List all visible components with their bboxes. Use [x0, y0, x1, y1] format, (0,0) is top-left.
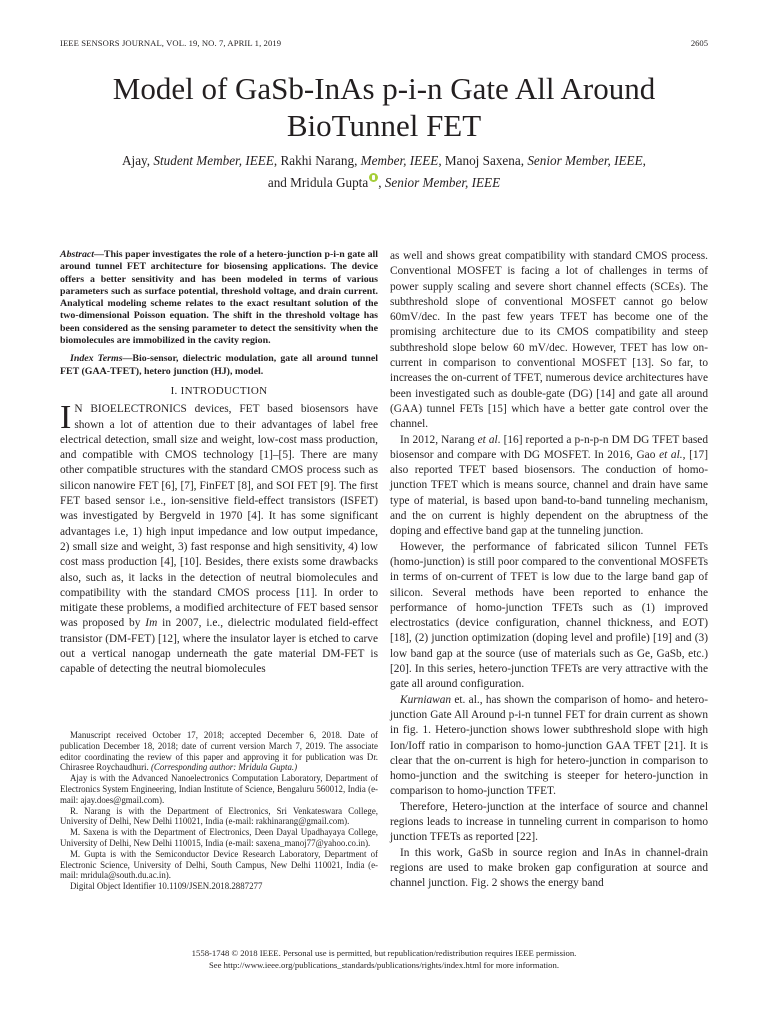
copyright-line: 1558-1748 © 2018 IEEE. Personal use is permitted, but republication/redistribution requires IEEE permission.: [191, 948, 577, 958]
footnote-gupta: M. Gupta is with the Semiconductor Device Research Laboratory, Department of Electronic Science, University of Delhi, South Campus, New Delhi 110021, India (e-mail: mridula@south.du.ac.in).: [60, 848, 378, 881]
author-im: Im: [145, 617, 158, 630]
author-role: Senior Member, IEEE: [527, 153, 643, 168]
running-header: IEEE SENSORS JOURNAL, VOL. 19, NO. 7, APRIL 1, 2019: [60, 38, 282, 48]
index-terms-label: Index Terms: [70, 353, 123, 365]
author-role: Student Member, IEEE: [153, 153, 274, 168]
section-initial: I: [180, 384, 185, 397]
author-saxena: , Manoj Saxena,: [438, 153, 525, 168]
drop-cap: I: [60, 399, 72, 437]
author-kurniawan: Kurniawan: [400, 693, 452, 706]
copyright-footer: [60, 948, 708, 971]
corresponding-author: (Corresponding author: Mridula Gupta.): [150, 762, 298, 773]
footnote-manuscript: [60, 730, 378, 773]
intro-paragraph: [60, 399, 378, 677]
right-paragraph-3: However, the performance of fabricated silicon Tunnel FETs (homo-junction) is still poor compared to the conventional MOSFETs in terms of on-current of TFET is low due to the large band gap of silicon. Several methods have been reported to enhance the performance of homo-junction TFETs such as (1) improved electrostatics (device configuration, channel thickness, and EOT) [18], (2) junction optimization (doping level and profile) [19] and (3) low band gap at the source (use of materials such as Ge, GaSb, etc.) [20]. In this series, hetero-junction TFETs are very attractive with the gate all around configuration.: [390, 540, 708, 691]
intro-text-2: in 2007, i.e., dielectric modulated field-effect transistor (DM-FET) [12], where the insulator layer is etched to carve out a vertical nanogap underneath the gate material DM-FET is capable of detecting the neutral biomolecules: [60, 617, 378, 676]
abstract-text: This paper investigates the role of a hetero-junction p-i-n gate all around tunnel FET architecture for biosensing applications. The device offers a better sensitivity and has been modeled in terms of various parameters such as surface potential, threshold voltage, and drain current. Analytical modeling scheme relates to the exact resultant solution of the two-dimensional Poisson equation. The shift in the threshold voltage has been considered as the sensing parameter to detect the sensitivity when the biomolecules are immobilized in the cavity region.: [60, 249, 378, 347]
section-title-rest: NTRODUCTION: [184, 384, 268, 397]
doi: Digital Object Identifier 10.1109/JSEN.2018.2887277: [70, 881, 263, 892]
right-paragraph-6: In this work, GaSb in source region and InAs in channel-drain regions are used to make broken gap configuration at source and channel junction. Fig. 2 shows the energy band: [390, 846, 708, 890]
author-gupta: and Mridula Gupta: [267, 175, 369, 190]
et-al: et al: [477, 433, 498, 446]
rights-url-line[interactable]: See http://www.ieee.org/publications_standards/publications/rights/index.html for more information.: [208, 959, 560, 970]
author-list: Ajay, Student Member, IEEE, Rakhi Narang, Member, IEEE, Manoj Saxena, Senior Member, IEEE, and Mridula Gupta , Senior Member, IEEE: [122, 153, 646, 190]
left-column: [60, 249, 378, 678]
right-paragraph-1: as well and shows great compatibility with standard CMOS process. Conventional MOSFET is facing a lot of challenges in terms of power supply scaling and severe short channel effects (SCEs). The subthreshold slope of conventional MOSFET cannot go below 60mV/dec. In the past few years TFET has become one of the promising architecture due to its CMOS compatibility and steep subthreshold slope below 60 mV/dec. However, TFET has low on-current in comparison to conventional MOSFET [13]. So far, to increases the on-current of TFET, numerous device architectures have been investigated such as double-gate (DG) [14] and gate all around (GAA) tunnel FETs [15] which have a better gate control over the channel.: [390, 250, 708, 431]
orcid-icon[interactable]: [369, 173, 378, 182]
footnote-ajay: Ajay is with the Advanced Nanoelectronics Computation Laboratory, Department of Electronics System Engineering, Indian Institute of Science, Bengaluru 560012, India (e-mail: ajay.does@gmail.com).: [60, 773, 378, 805]
section-numeral: I.: [170, 384, 181, 397]
right-paragraph-2: [390, 433, 708, 540]
right-paragraph-5: Therefore, Hetero-junction at the interface of source and channel regions leads to increase in tunneling current in comparison to homo junction TFETs as reported [22].: [390, 800, 708, 844]
index-terms-text: Bio-sensor, dielectric modulation, gate all around tunnel FET (GAA-TFET), hetero junction (HJ), model.: [60, 353, 378, 377]
et-al: et al.,: [659, 448, 686, 461]
author-role: Member, IEEE: [360, 153, 439, 168]
section-heading-introduction: [60, 384, 378, 399]
footnote-text: Manuscript received October 17, 2018; accepted December 6, 2018. Date of publication December 18, 2018; date of current version March 7, 2019. The associate editor coordinating the review of this paper and approving it for publication was Dr. Chirasree Roychaudhuri.: [60, 730, 378, 773]
author-role: Senior Member, IEEE: [384, 175, 501, 190]
para-text: . [16] reported a p-n-p-n DM DG TFET based biosensor and compare with DG MOSFET. In 2016, Gao: [390, 433, 708, 461]
index-terms: Index Terms—Bio-sensor, dielectric modulation, gate all around tunnel FET (GAA-TFET), hetero junction (HJ), model.: [60, 353, 378, 377]
title-line-1: Model of GaSb-InAs p-i-n Gate All Around: [112, 71, 656, 106]
footnotes: [60, 730, 378, 892]
author-ajay: Ajay,: [122, 153, 151, 168]
para-text: In 2012, Narang: [400, 433, 478, 446]
footnote-narang: R. Narang is with the Department of Electronics, Sri Venkateswara College, University of Delhi, New Delhi 110021, India (e-mail: rakhinarang@gmail.com).: [60, 805, 378, 827]
intro-text-1: N BIOELECTRONICS devices, FET based biosensors have shown a lot of attention due to their advantages of label free electrical detection, small size and weight, low-cost mass production, and compatible with CMOS technology [1]–[5]. There are many other compatible structures with the standard CMOS process such as silicon nanowire FET [6], [7], FinFET [8], and SOI FET [9]. The first FET based sensor i.e., ion-sensitive field-effect transistors (ISFET) was investigated by Bergveld in 1970 [4]. It has some significant advantages i.e, 1) high input impedance and low output impedance, 2) small size and weight, 3) fast response and high sensitivity, 4) low cost mass production [4], [10]. Besides, there exists some drawbacks also, such as, it lacks in the detection of neutral biomolecules and compatibility with the standard CMOS process [11]. In order to mitigate these problems, a modified architecture of FET based sensor was proposed by: [60, 403, 378, 630]
title-line-2: BioTunnel FET: [286, 108, 482, 143]
abstract: Abstract—This paper investigates the role of a hetero-junction p-i-n gate all around tunnel FET architecture for biosensing applications. The device offers a better sensitivity and has been modeled in terms of various parameters such as surface potential, threshold voltage, and drain current. Analytical modeling scheme relates to the exact resultant solution of the two-dimensional Poisson equation. The shift in the threshold voltage has been considered as the sensing parameter to detect the sensitivity when the biomolecules are immobilized in the cavity region.: [60, 249, 378, 347]
right-paragraph-4: [390, 693, 708, 800]
para-text: et. al., has shown the comparison of homo- and hetero-junction Gate All Around p-i-n tunnel FET for drain current as shown in fig. 1. Hetero-junction shows lower subthreshold slope with high Ion/Ioff ratio in comparison to homo-junction GAA TFET [21]. It is clear that the on-current is high for hetero-junction in comparison to homo-junction and the switching is steeper for hetero-junction in comparison to homo-junction TFET.: [390, 693, 708, 798]
author-narang: , Rakhi Narang,: [273, 153, 358, 168]
paper-title: [60, 70, 708, 144]
right-column: [390, 249, 708, 891]
para-text: [17] also reported TFET based biosensors. The conduction of homo-junction TFET which is means source, channel and drain have same type of material, is based upon band-to-band tunneling mechanism, and the on current is highly dependent on the abruptness of the doping and effective band gap at the tunneling junction.: [390, 448, 708, 538]
abstract-label: Abstract: [60, 249, 95, 260]
page-number: 2605: [690, 38, 708, 48]
footnote-saxena: M. Saxena is with the Department of Electronics, Deen Dayal Upadhayaya College, University of Delhi, New Delhi 110015, India (e-mail: saxena_manoj77@yahoo.co.in).: [60, 827, 378, 848]
